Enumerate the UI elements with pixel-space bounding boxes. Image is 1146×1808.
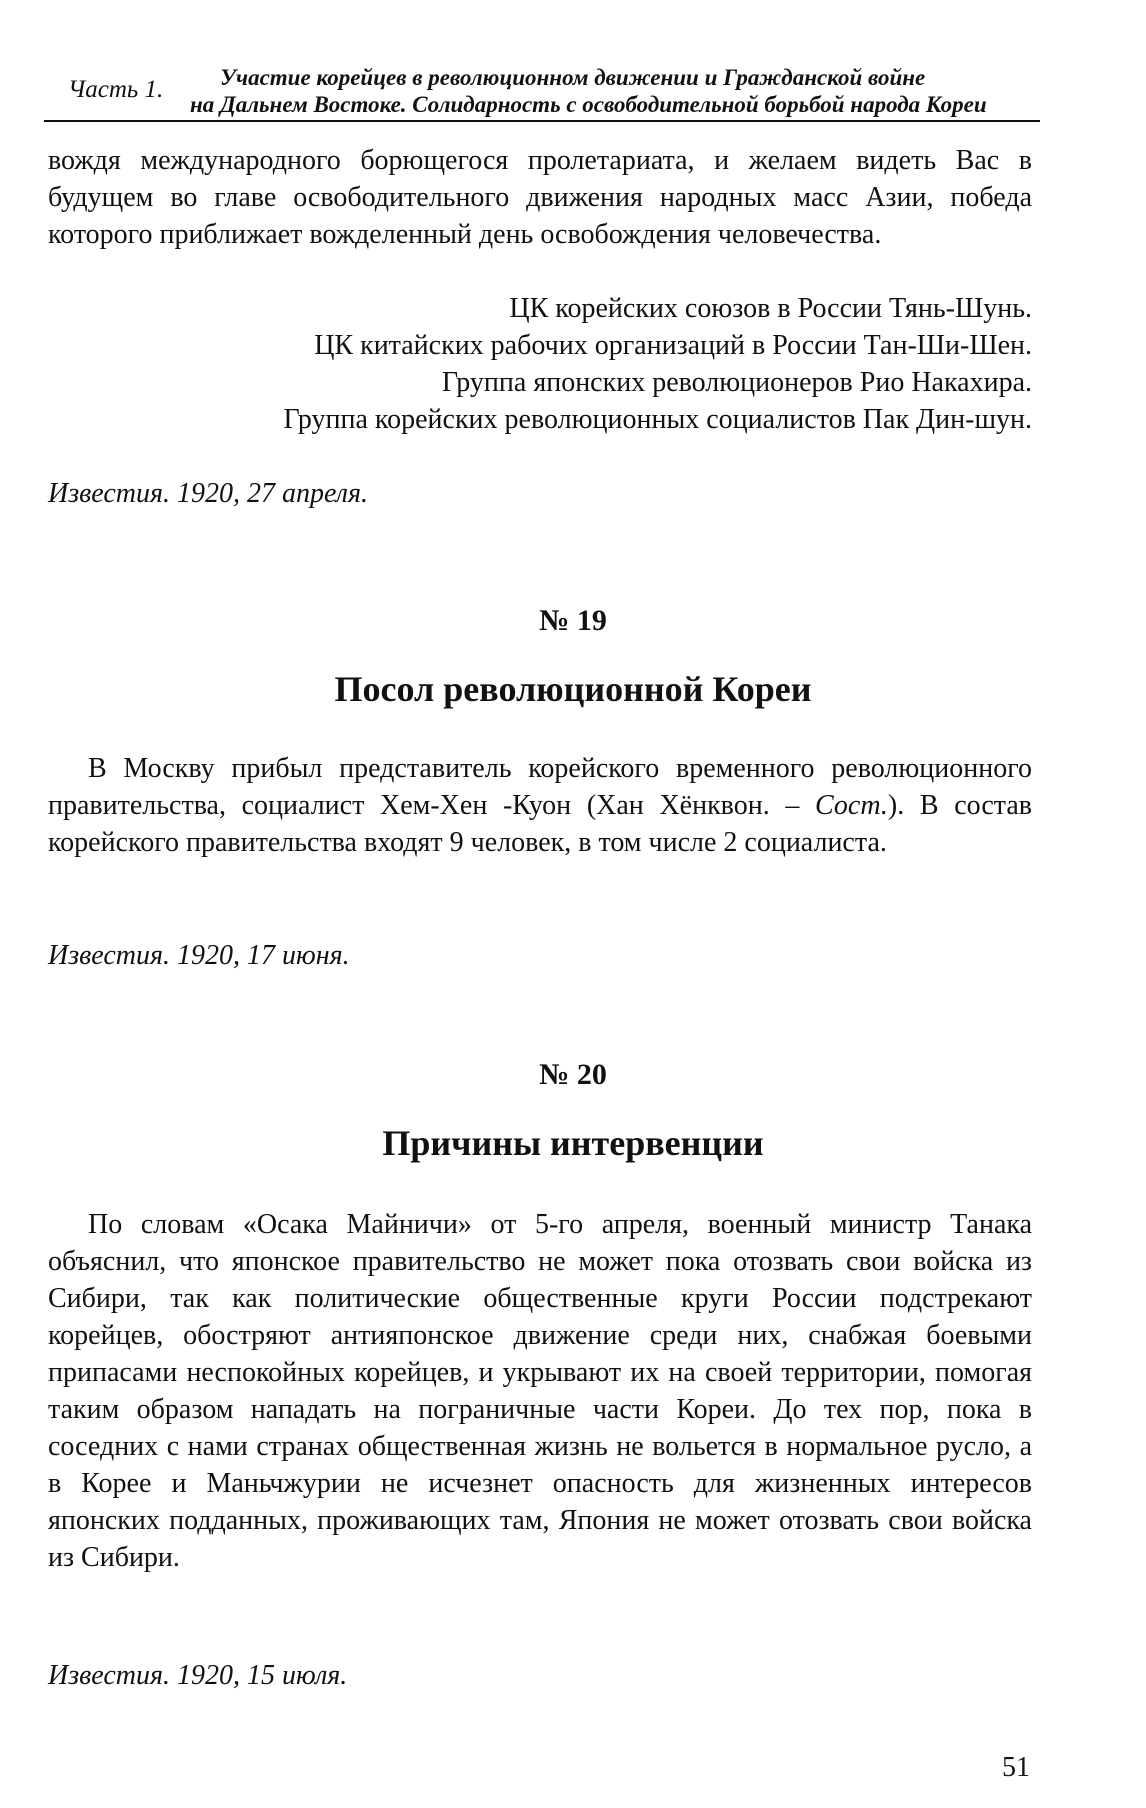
doc19-para-italic: Сост. <box>815 790 888 821</box>
doc20-number: № 20 <box>539 1058 607 1091</box>
doc19-para-before: В Москву прибыл представитель корейского временного революционного правительства, социалист Хем-Хен -Куон (Хан Хёнквон. – <box>48 753 1032 821</box>
running-head-part: Часть 1. <box>68 76 164 103</box>
doc19-source: Известия. 1920, 17 июня. <box>48 940 350 971</box>
running-head-line1: Участие корейцев в революционном движении и Гражданской войне <box>220 65 926 90</box>
doc19-title: Посол революционной Кореи <box>334 669 812 709</box>
signature-3: Группа японских революционеров Рио Накахира. <box>441 367 1032 398</box>
running-head <box>44 60 1040 122</box>
doc20-source: Известия. 1920, 15 июля. <box>48 1660 348 1691</box>
doc18-paragraph: вождя международного борющегося пролетариата, и желаем видеть Вас в будущем во главе освободительного движения народных масс Азии, победа которого приближает вожделенный день освобождения человечества. <box>48 145 1032 250</box>
signature-2: ЦК китайских рабочих организаций в России Тан-Ши-Шен. <box>314 330 1032 361</box>
running-head-line2: на Дальнем Востоке. Солидарность с освободительной борьбой народа Кореи <box>190 92 987 117</box>
signature-1: ЦК корейских союзов в России Тянь-Шунь. <box>509 293 1032 324</box>
doc20-paragraph: По словам «Осака Майничи» от 5-го апреля, военный министр Танака объяснил, что японское правительство не может пока отозвать свои войска из Сибири, так как политические общественные круги России подстрекают корейцев, обостряют антияпонское движение среди них, снабжая боевыми припасами неспокойных корейцев, и укрывают их на своей территории, помогая таким образом нападать на пограничные части Кореи. До тех пор, пока в соседних с нами странах общественная жизнь не вольется в нормальное русло, а в Корее и Маньчжурии не исчезнет опасность для жизненных интересов японских подданных, проживающих там, Япония не может отозвать свои войска из Сибири. <box>48 1209 1032 1573</box>
doc18-source: Известия. 1920, 27 апреля. <box>48 478 368 509</box>
page-number: 51 <box>1002 1752 1030 1783</box>
doc19-paragraph <box>48 750 1032 861</box>
doc18-signatures <box>48 290 1032 438</box>
doc19-para-after: ). В состав корейского правительства входят 9 человек, в том числе 2 социалиста. <box>48 790 1032 858</box>
doc20-title: Причины интервенции <box>382 1123 764 1163</box>
signature-4: Группа корейских революционных социалистов Пак Дин-шун. <box>283 404 1032 435</box>
doc19-number: № 19 <box>539 604 607 637</box>
running-head-title <box>190 64 1046 118</box>
